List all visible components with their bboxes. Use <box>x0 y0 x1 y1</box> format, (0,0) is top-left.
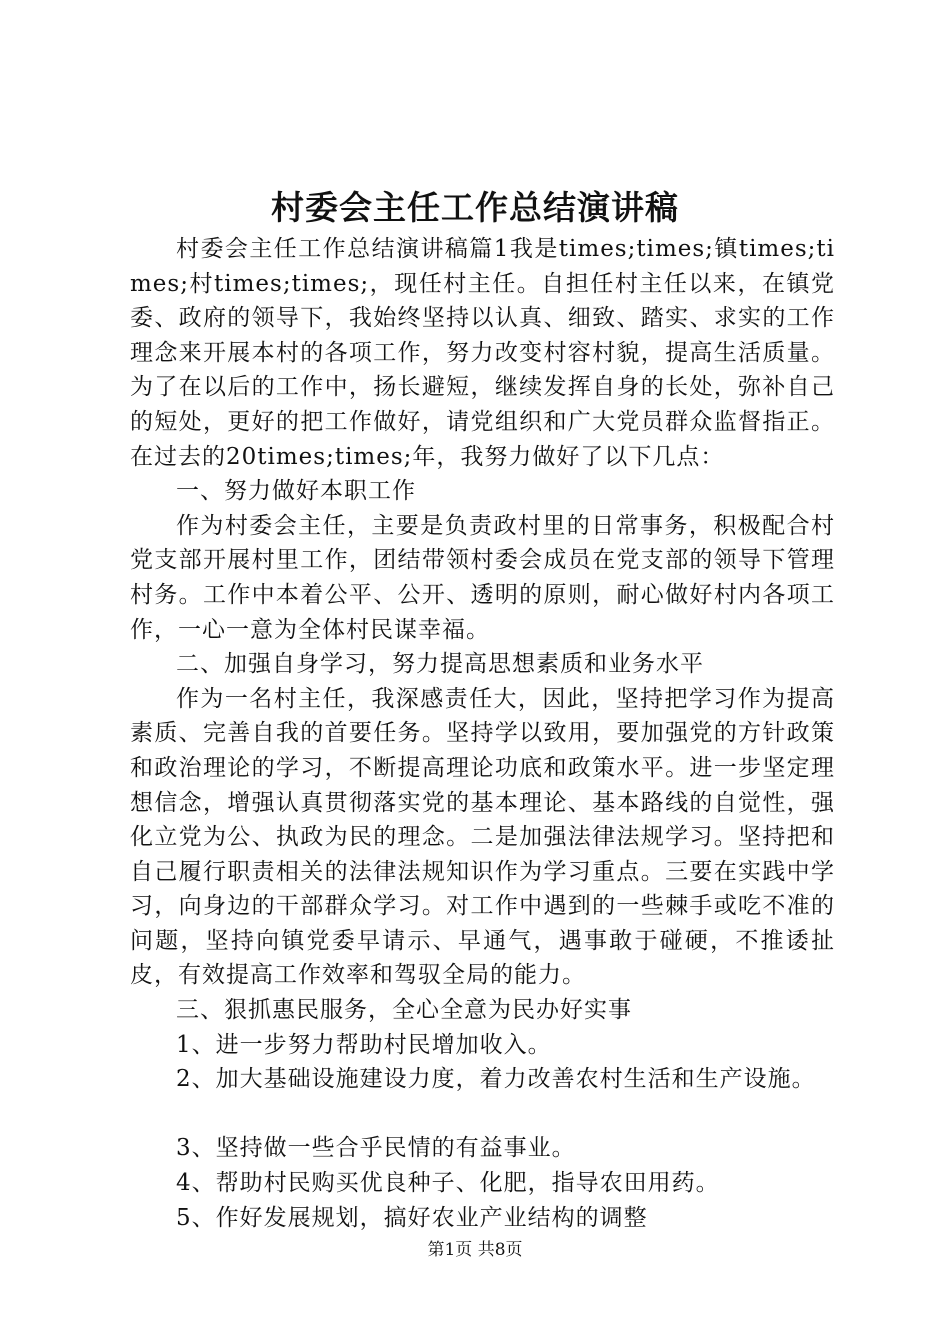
list-item-2: 2、加大基础设施建设力度，着力改善农村生活和生产设施。 <box>176 1066 816 1093</box>
section-heading-2: 二、加强自身学习，努力提高思想素质和业务水平 <box>176 651 704 678</box>
section-2-paragraph: 作为一名村主任，我深感责任大，因此，坚持把学习作为提高素质、完善自我的首要任务。坚持学以致用，要加强党的方针政策和政治理论的学习，不断提高理论功底和政策水平。进一步坚定理想信念，增强认真贯彻落实党的基本理论、基本路线的自觉性，强化立党为公、执政为民的理念。二是加强法律法规学习。坚持把和自己履行职责相关的法律法规知识作为学习重点。三要在实践中学习，向身边的干部群众学习。对工作中遇到的一些棘手或吃不准的问题，坚持向镇党委早请示、早通气，遇事敢于碰硬，不推诿扯皮，有效提高工作效率和驾驭全局的能力。 <box>130 685 835 989</box>
blank-line <box>130 1097 835 1132</box>
list-item-5: 5、作好发展规划，搞好农业产业结构的调整 <box>176 1204 648 1231</box>
list-item-1: 1、进一步努力帮助村民增加收入。 <box>176 1031 552 1058</box>
list-item-3: 3、坚持做一些合乎民情的有益事业。 <box>176 1135 576 1162</box>
section-1-paragraph: 作为村委会主任，主要是负责政村里的日常事务，积极配合村党支部开展村里工作，团结带领村委会成员在党支部的领导下管理村务。工作中本着公平、公开、透明的原则，耐心做好村内各项工作，一心一意为全体村民谋幸福。 <box>130 512 835 643</box>
section-heading-3: 三、狠抓惠民服务，全心全意为民办好实事 <box>176 997 632 1024</box>
intro-paragraph: 村委会主任工作总结演讲稿篇1我是times;times;镇times;times;村times;times;，现任村主任。自担任村主任以来，在镇党委、政府的领导下，我始终坚持以认真、细致、踏实、求实的工作理念来开展本村的各项工作，努力改变村容村貌，提高生活质量。为了在以后的工作中，扬长避短，继续发挥自身的长处，弥补自己的短处，更好的把工作做好，请党组织和广大党员群众监督指正。在过去的20times;times;年，我努力做好了以下几点： <box>130 236 835 470</box>
section-heading-1: 一、努力做好本职工作 <box>176 478 416 505</box>
document-body <box>130 232 835 1235</box>
page-number: 第1页 共8页 <box>427 1240 523 1260</box>
list-item-4: 4、帮助村民购买优良种子、化肥，指导农田用药。 <box>176 1170 720 1197</box>
document-title: 村委会主任工作总结演讲稿 <box>271 188 679 227</box>
